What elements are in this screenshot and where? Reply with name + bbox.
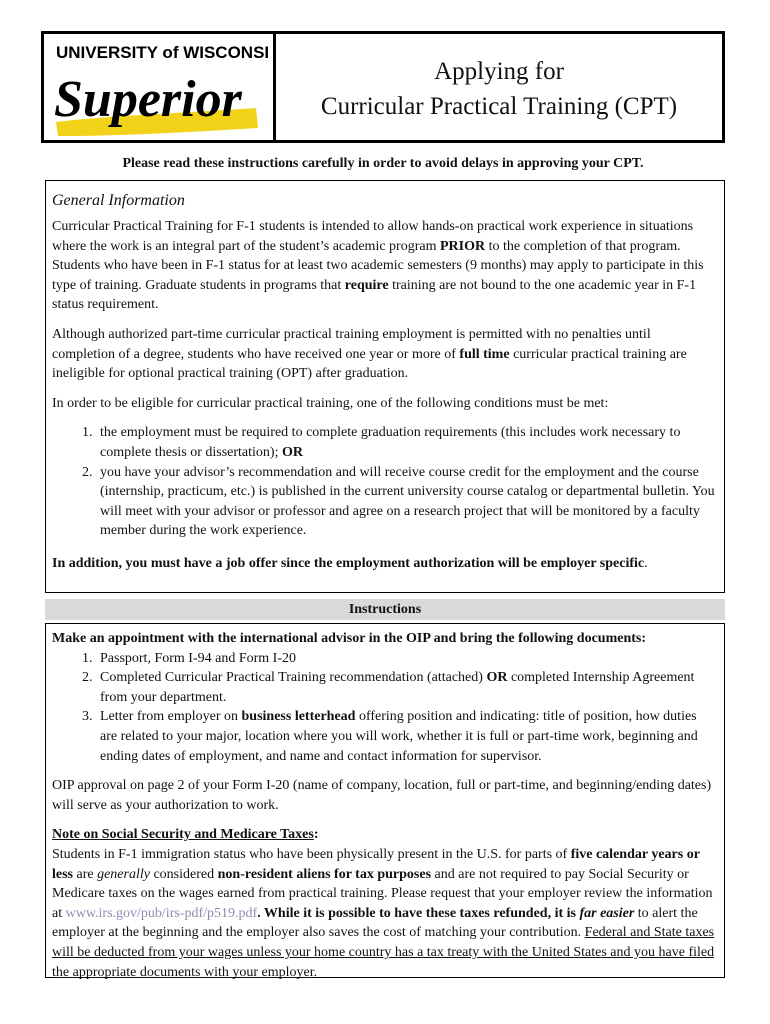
tax-note-paragraph: Students in F-1 immigration status who have been physically present in the U.S. for parts of five calendar years or less are generally considered non-resident aliens for tax purposes and are not required to pay Social Security or Medicare taxes on the wages earned from practical training. Please request that your employer review the information at www.irs.gov/pub/irs-pdf/p519.pdf. While it is possible to have these taxes refunded, it is far easier to alert the employer at the beginning and the employer also saves the cost of matching your contribution. Federal and State taxes will be deducted from your wages unless your home country has a tax treaty with the United States and you have filed the appropriate documents with your employer. <box>52 846 715 980</box>
title-block <box>276 34 722 140</box>
irs-publication-link[interactable]: www.irs.gov/pub/irs-pdf/p519.pdf <box>65 905 258 921</box>
uw-superior-logo-graphic <box>44 34 270 140</box>
job-offer-requirement: In addition, you must have a job offer since the employment authorization will be employer specific. <box>52 555 648 571</box>
section-heading-general: General Information <box>52 192 185 209</box>
list-item: 1. the employment must be required to complete graduation requirements (this includes work necessary to complete thesis or dissertation); OR <box>96 423 715 462</box>
general-paragraph-2: Although authorized part-time curricular practical training employment is permitted with no penalties until completion of a degree, students who have received one year or more of full time curricular practical training are ineligible for optional practical training (OPT) after graduation. <box>52 326 687 382</box>
logo-university-text: UNIVERSITY of WISCONSIN <box>56 43 270 62</box>
required-documents-list <box>52 649 715 767</box>
list-item: 2. Completed Curricular Practical Training recommendation (attached) OR completed Internship Agreement from your department. <box>96 668 715 707</box>
general-information-section <box>45 180 725 593</box>
tax-note-heading: Note on Social Security and Medicare Taxes: <box>52 827 319 843</box>
instructions-intro: Make an appointment with the international advisor in the OIP and bring the following documents: <box>52 631 647 646</box>
eligibility-conditions-list <box>52 423 715 541</box>
general-paragraph-1: Curricular Practical Training for F-1 students is intended to allow hands-on practical work experience in situations where the work is an integral part of the student’s academic program PRIOR to the completion of that program. Students who have been in F-1 status for at least two academic semesters (9 months) may apply to participate in this type of training. Graduate students in programs that require training are not bound to the one academic year in F-1 status requirement. <box>52 219 704 313</box>
university-logo <box>44 34 276 140</box>
instructions-section <box>45 623 725 978</box>
page-title-line2: Curricular Practical Training (CPT) <box>320 93 678 120</box>
list-item: 2. you have your advisor’s recommendation and will receive course credit for the employment and the course (internship, practicum, etc.) is published in the current university course catalog or departmental bulletin. You will meet with your advisor or professor and agree on a research project that will be monitored by a faculty member during the work experience. <box>96 463 715 541</box>
instructions-heading-bar: Instructions <box>45 599 725 620</box>
oip-approval-paragraph: OIP approval on page 2 of your Form I-20 (name of company, location, full or part-time, and beginning/ending dates) will serve as your authorization to work. <box>52 778 712 813</box>
header-box <box>41 31 725 143</box>
instructions-note: Please read these instructions carefully in order to avoid delays in approving your CPT. <box>122 156 644 171</box>
logo-superior-text: Superior <box>54 71 242 128</box>
page-title-line1: Applying for <box>434 58 564 85</box>
list-item: 3. Letter from employer on business letterhead offering position and indicating: title of position, how duties are related to your major, location where you will work, whether it is full or part-time work, beginning and ending dates of employment, and name and contact information for supervisor. <box>96 707 715 766</box>
list-item: 1. Passport, Form I-94 and Form I-20 <box>96 649 715 669</box>
general-paragraph-3: In order to be eligible for curricular practical training, one of the following conditions must be met: <box>52 395 609 411</box>
